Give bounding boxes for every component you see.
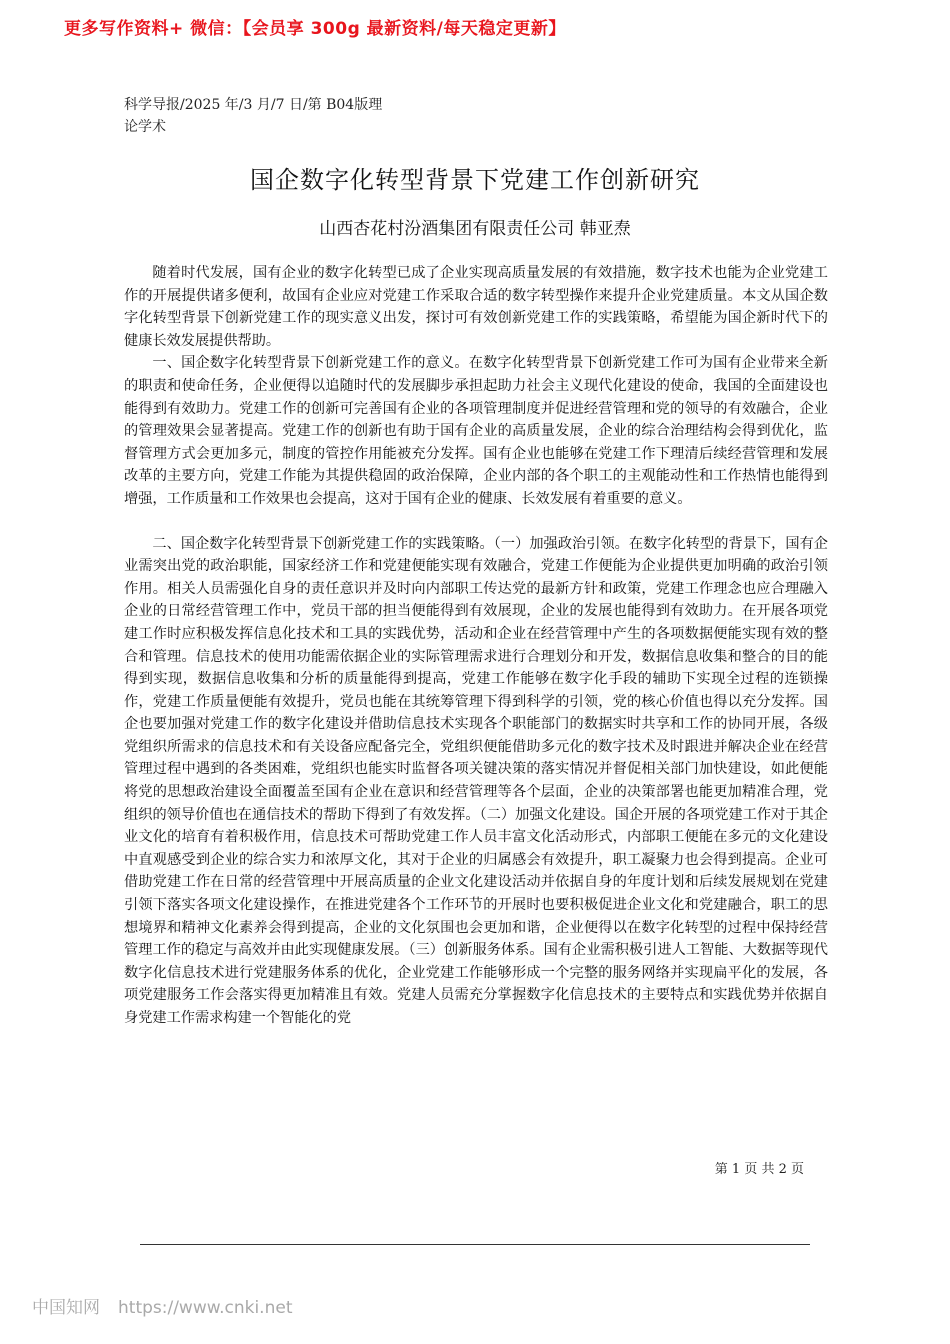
cnki-url: https://www.cnki.net xyxy=(118,1298,293,1318)
article-author: 山西杏花村汾酒集团有限责任公司 韩亚焘 xyxy=(319,219,631,239)
source-citation: 科学导报/2025 年/3 月/7 日/第 B04版理论学术 xyxy=(124,97,383,135)
promo-banner: 更多写作资料+ 微信：【会员享 300g 最新资料/每天稳定更新】 xyxy=(64,19,566,39)
footer-divider xyxy=(140,1244,810,1245)
page-number: 第 1 页 共 2 页 xyxy=(714,1162,804,1177)
article-body xyxy=(124,262,828,1030)
paragraph-strategies: 二、国企数字化转型背景下创新党建工作的实践策略。（一）加强政治引领。在数字化转型的背景下，国有企业需突出党的政治职能，国家经济工作和党建便能实现有效融合，党建工作便能为企业提供更加明确的政治引领作用。相关人员需强化自身的责任意识并及时向内部职工传达党的最新方针和政策，党建工作理念也应合理融入企业的日常经营管理工作中，党员干部的担当便能得到有效展现，企业的发展也能得到有效助力。在开展各项党建工作时应积极发挥信息化技术和工具的实践优势，活动和企业在经营管理中产生的各项数据便能实现有效的整合和管理。信息技术的使用功能需依据企业的实际管理需求进行合理划分和开发，数据信息收集和整合的目的能得到实现，数据信息收集和分析的质量能得到提高，党建工作能够在数字化手段的辅助下实现全过程的连锁操作，党建工作质量便能有效提升，党员也能在其统筹管理下得到科学的引领，党的核心价值也得以充分发挥。国企也要加强对党建工作的数字化建设并借助信息技术实现各个职能部门的数据实时共享和工作的协同开展，各级党组织所需求的信息技术和有关设备应配备完全，党组织便能借助多元化的数字技术及时跟进并解决企业在经营管理过程中遇到的各类困难，党组织也能实时监督各项关键决策的落实情况并督促相关部门加快建设，如此便能将党的思想政治建设全面覆盖至国有企业在意识和经营管理等各个层面，企业的决策部署也能更加精准合理，党组织的领导价值也在通信技术的帮助下得到了有效发挥。（二）加强文化建设。国企开展的各项党建工作对于其企业文化的培育有着积极作用，信息技术可帮助党建工作人员丰富文化活动形式，内部职工便能在多元的文化建设中直观感受到企业的综合实力和浓厚文化，其对于企业的归属感会有效提升，职工凝聚力也会得到提高。企业可借助党建工作在日常的经营管理中开展高质量的企业文化建设活动并依据自身的年度计划和后续发展规划在党建引领下落实各项文化建设操作，在推进党建各个工作环节的开展时也要积极促进企业文化和党建融合，职工的思想境界和精神文化素养会得到提高，企业的文化氛围也会更加和谐，企业便得以在数字化转型的过程中保持经营管理工作的稳定与高效并由此实现健康发展。（三）创新服务体系。国有企业需积极引进人工智能、大数据等现代数字化信息技术进行党建服务体系的优化，企业党建工作能够形成一个完整的服务网络并实现扁平化的发展，各项党建服务工作会落实得更加精准且有效。党建人员需充分掌握数字化信息技术的主要特点和实践优势并依据自身党建工作需求构建一个智能化的党 xyxy=(124,535,828,1026)
paragraph-intro: 随着时代发展，国有企业的数字化转型已成了企业实现高质量发展的有效措施，数字技术也能为企业党建工作的开展提供诸多便利，故国有企业应对党建工作采取合适的数字转型操作来提升企业党建质量。本文从国企数字化转型背景下创新党建工作的现实意义出发，探讨可有效创新党建工作的实践策略，希望能为国企新时代下的健康长效发展提供帮助。 xyxy=(124,265,828,349)
cnki-watermark xyxy=(32,1293,292,1318)
article-title: 国企数字化转型背景下党建工作创新研究 xyxy=(250,166,700,194)
paragraph-significance: 一、国企数字化转型背景下创新党建工作的意义。在数字化转型背景下创新党建工作可为国有企业带来全新的职责和使命任务，企业便得以追随时代的发展脚步承担起助力社会主义现代化建设的使命，我国的全面建设也能得到有效助力。党建工作的创新可完善国有企业的各项管理制度并促进经营管理和党的领导的有效融合，企业的管理效果会显著提高。党建工作的创新也有助于国有企业的高质量发展，企业的综合治理结构会得到优化，监督管理方式会更加多元，制度的管控作用能被充分发挥。国有企业也能够在党建工作下理清后续经营管理和发展改革的主要方向，党建工作能为其提供稳固的政治保障，企业内部的各个职工的主观能动性和工作热情也能得到增强，工作质量和工作效果也会提高，这对于国有企业的健康、长效发展有着重要的意义。 xyxy=(124,355,828,507)
cnki-logo-text: 中国知网 xyxy=(32,1298,100,1318)
